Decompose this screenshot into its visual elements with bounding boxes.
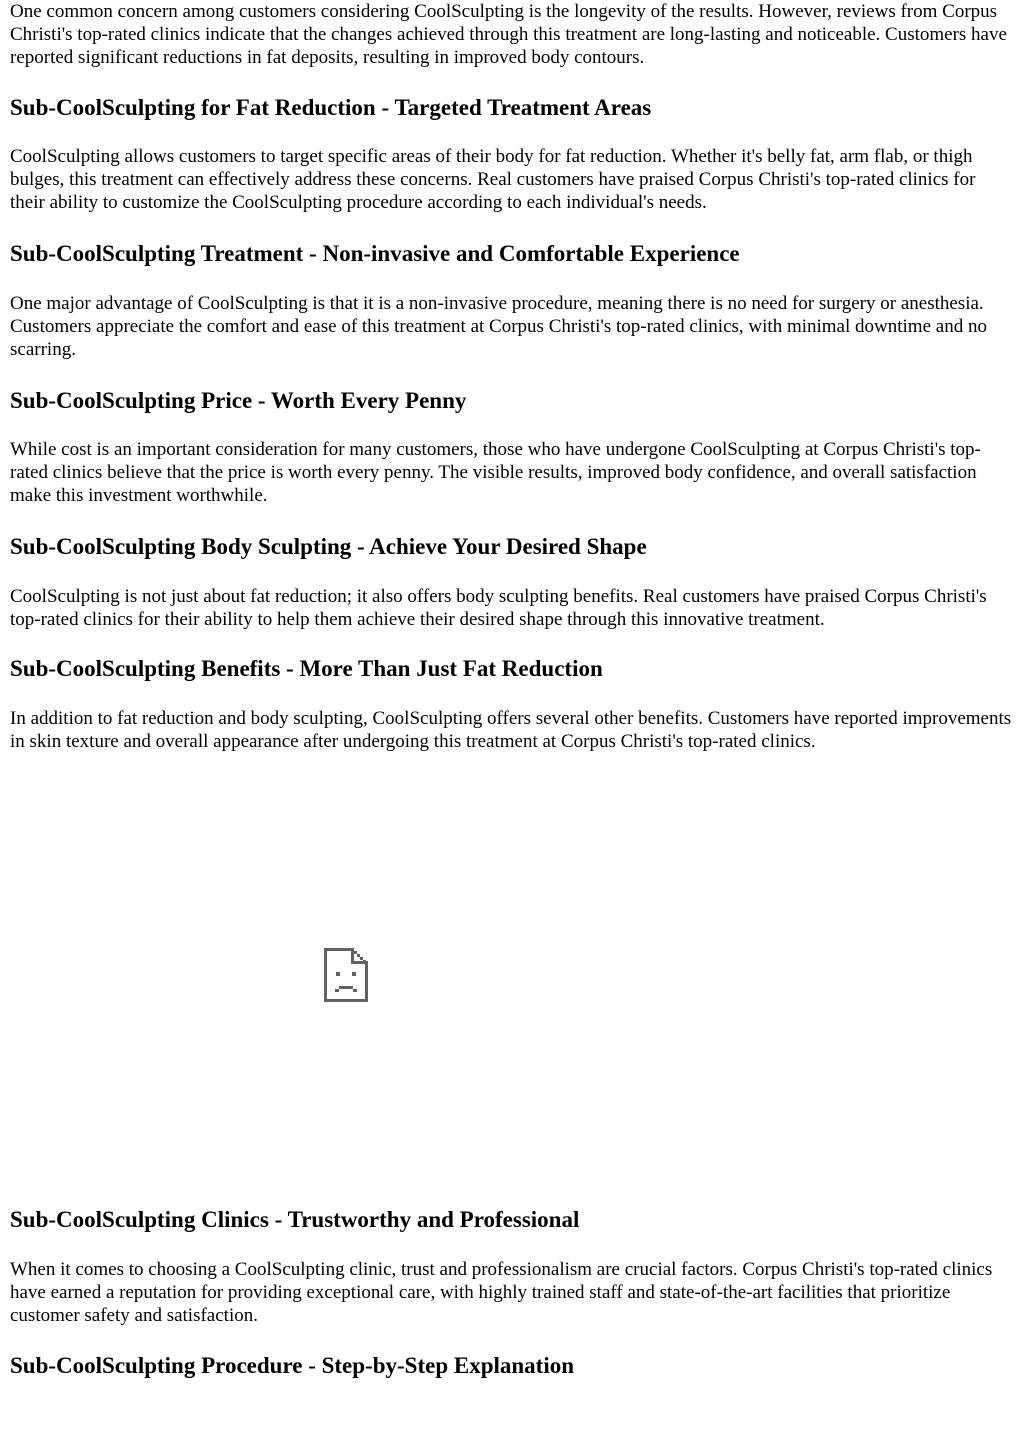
section-heading: Sub-CoolSculpting Benefits - More Than Just Fat Reduction: [10, 656, 603, 681]
section-paragraph: While cost is an important consideration for many customers, those who have undergone CoolSculpting at Corpus Christi's top-rated clinics believe that the price is worth every penny. The visible results, improved body confidence, and overall satisfaction make this investment worthwhile.: [10, 439, 981, 506]
section-heading: Sub-CoolSculpting Body Sculpting - Achieve Your Desired Shape: [10, 534, 647, 559]
section-paragraph: In addition to fat reduction and body sculpting, CoolSculpting offers several other benefits. Customers have reported improvements in skin texture and overall appearance after undergoing this treatment at Corpus Christi's top-rated clinics.: [10, 708, 1012, 752]
intro-paragraph: One common concern among customers considering CoolSculpting is the longevity of the results. However, reviews from Corpus Christi's top-rated clinics indicate that the changes achieved through this treatment are long-lasting and noticeable. Customers have reported significant reductions in fat deposits, resulting in improved body contours.: [10, 1, 1007, 68]
section-paragraph: When it comes to choosing a CoolSculpting clinic, trust and professionalism are crucial factors. Corpus Christi's top-rated clinics have earned a reputation for providing exceptional care, with highly trained staff and state-of-the-art facilities that prioritize customer safety and satisfaction.: [10, 1259, 993, 1326]
section-paragraph: CoolSculpting allows customers to target specific areas of their body for fat reduction. Whether it's belly fat, arm flab, or thigh bulges, this treatment can effectively address these concerns. Real customers have praised Corpus Christi's top-rated clinics for their ability to customize the CoolSculpting procedure according to each individual's needs.: [10, 146, 976, 213]
section-paragraph: CoolSculpting is not just about fat reduction; it also offers body sculpting benefits. Real customers have praised Corpus Christi's top-rated clinics for their ability to help them achieve their desired shape through this innovative treatment.: [10, 586, 987, 630]
section-heading: Sub-CoolSculpting Treatment - Non-invasive and Comfortable Experience: [10, 241, 740, 266]
section-heading: Sub-CoolSculpting Clinics - Trustworthy and Professional: [10, 1207, 580, 1232]
section-heading: Sub-CoolSculpting Price - Worth Every Penny: [10, 388, 467, 413]
broken-image-icon: [324, 948, 368, 1002]
broken-image: [10, 770, 682, 1180]
section-paragraph: One major advantage of CoolSculpting is that it is a non-invasive procedure, meaning there is no need for surgery or anesthesia. Customers appreciate the comfort and ease of this treatment at Corpus Christi's top-rated clinics, with minimal downtime and no scarring.: [10, 293, 987, 360]
section-heading: Sub-CoolSculpting Procedure - Step-by-Step Explanation: [10, 1353, 575, 1378]
section-heading: Sub-CoolSculpting for Fat Reduction - Targeted Treatment Areas: [10, 95, 652, 120]
